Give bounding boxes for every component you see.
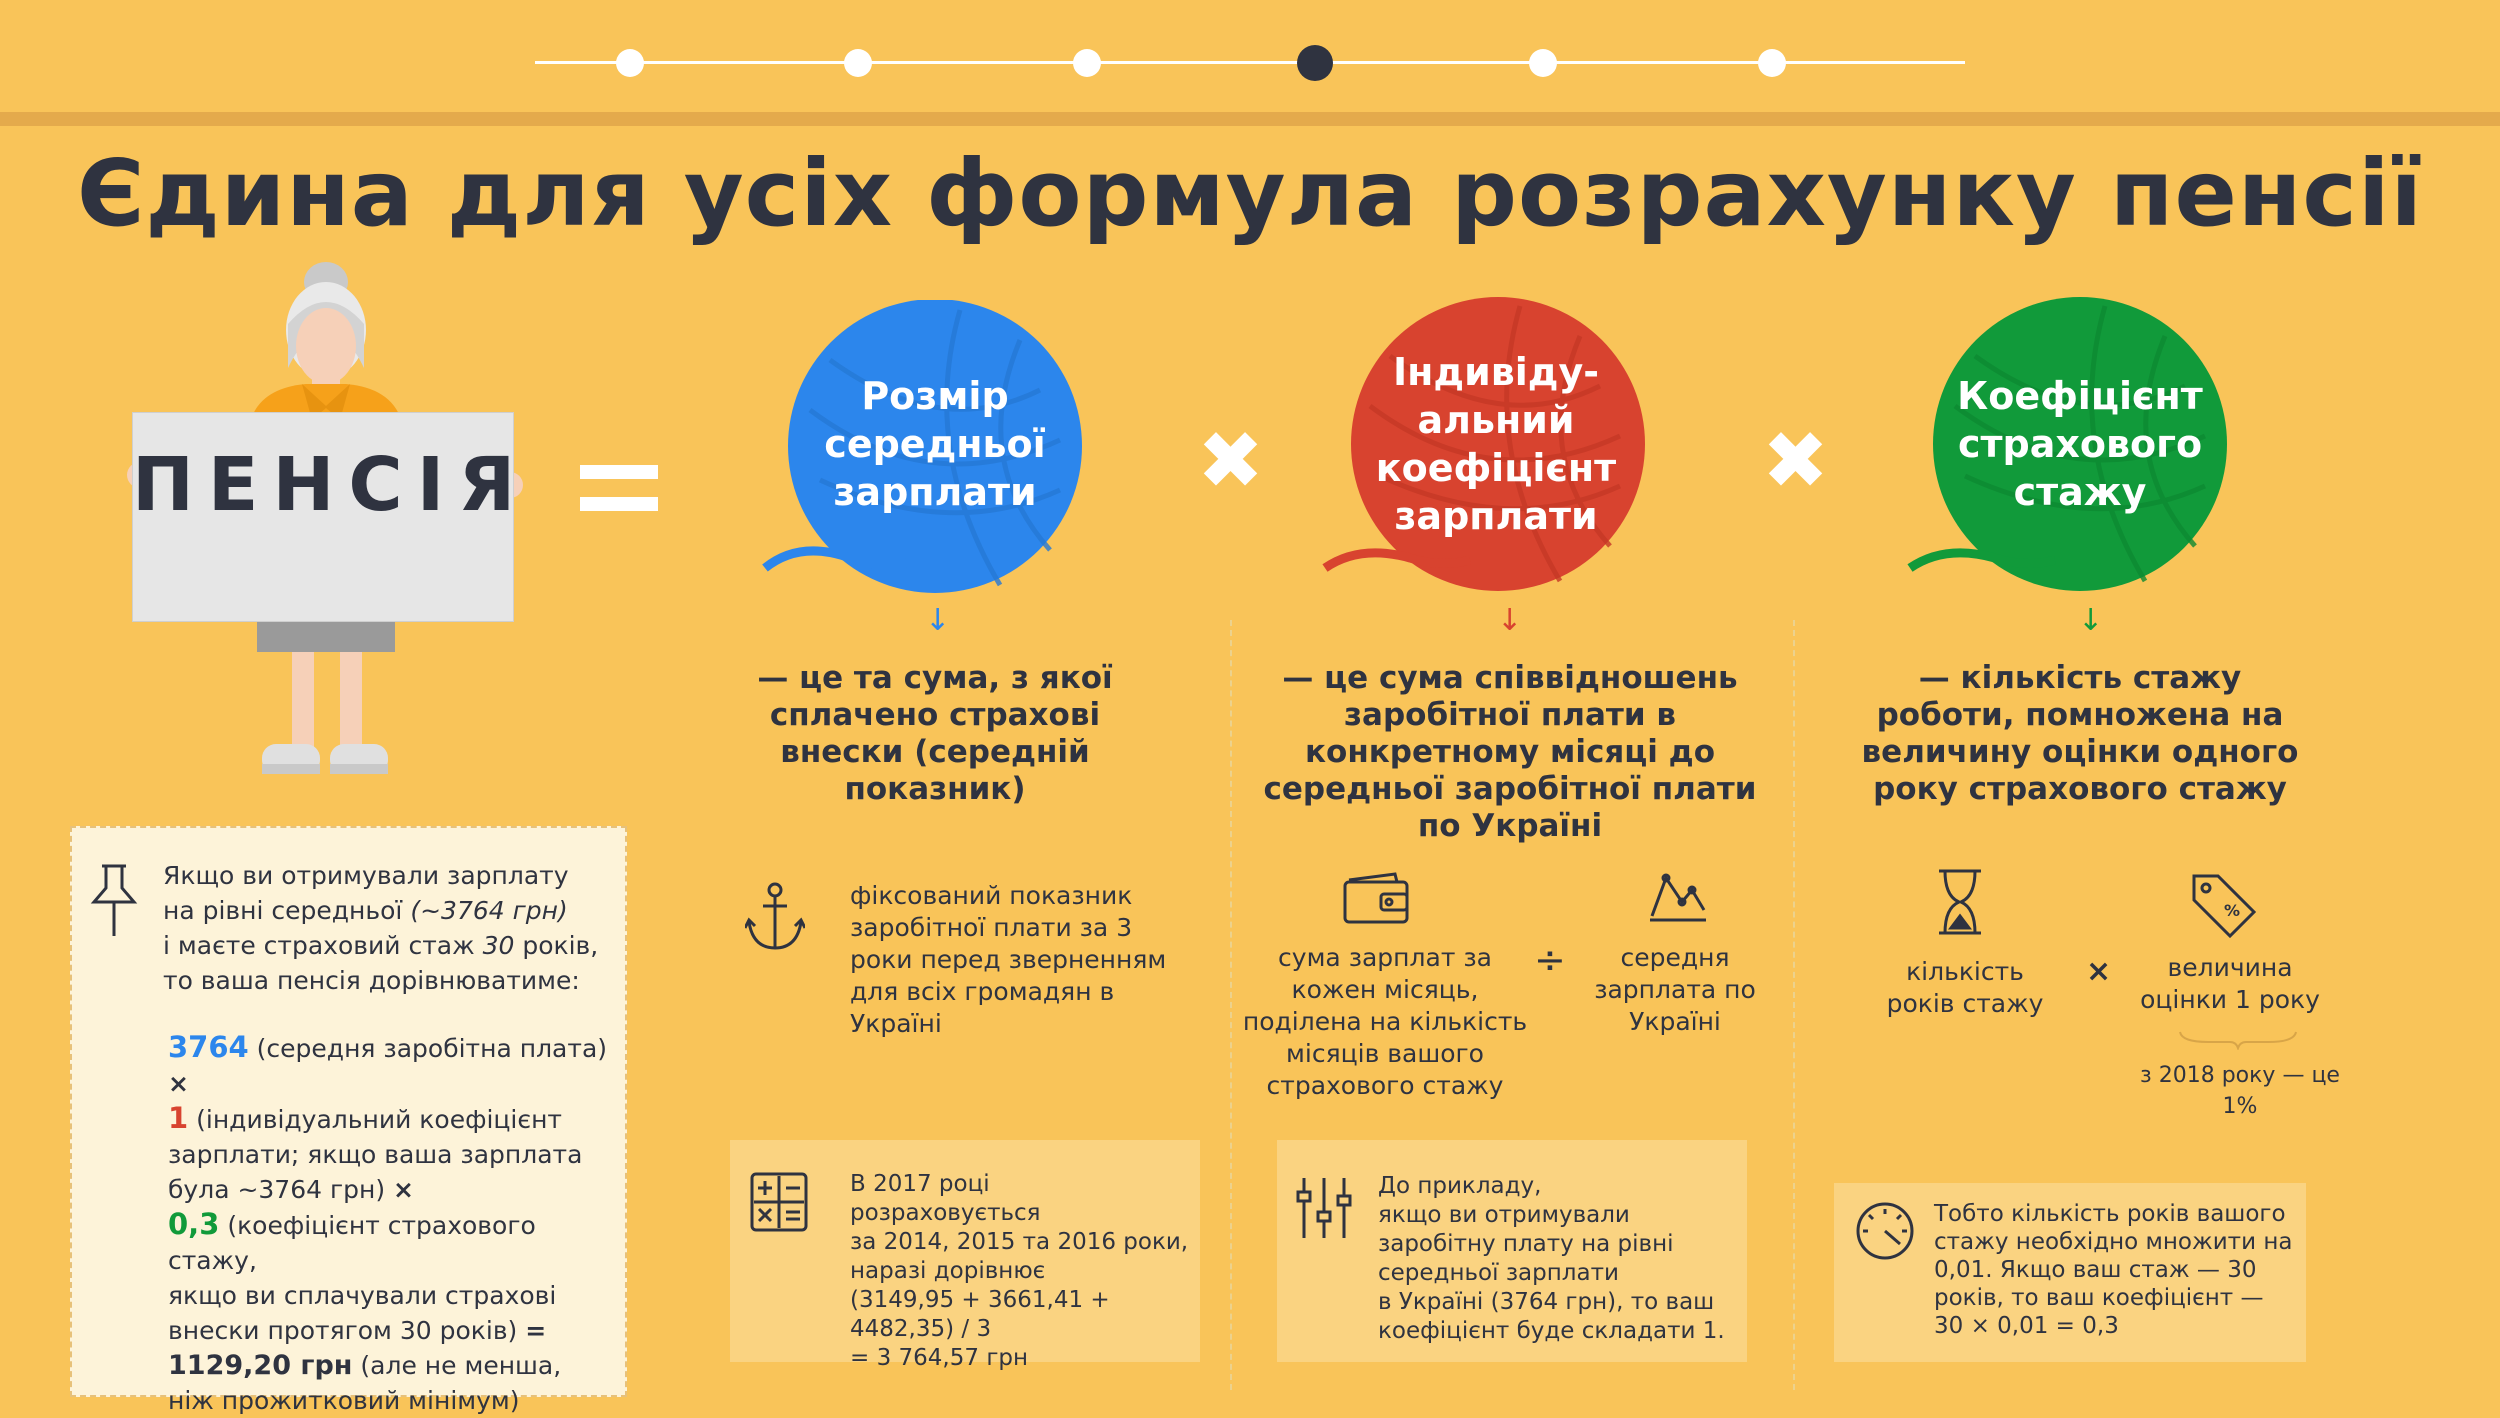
- col1-info-line: В 2017 році: [850, 1171, 990, 1197]
- example-value-stage: 0,3: [168, 1207, 220, 1241]
- multiply-small-icon: ×: [2086, 954, 2112, 989]
- example-calc-line: [168, 1172, 608, 1207]
- factor-3-label: Коефіцієнт страхового стажу: [1957, 374, 2203, 514]
- progress-step-6[interactable]: [1758, 49, 1786, 77]
- example-value-salary: 3764: [168, 1030, 249, 1064]
- example-calc-line: [168, 1348, 608, 1383]
- equals-icon: [580, 465, 658, 529]
- example-calc-text: (середня заробітна плата): [256, 1034, 608, 1063]
- progress-step-3[interactable]: [1073, 49, 1101, 77]
- progress-step-1[interactable]: [616, 49, 644, 77]
- example-intro-line: Якщо ви отримували зарплату: [163, 861, 569, 890]
- example-calc-text: (але не менша,: [360, 1351, 562, 1380]
- example-intro-line: то ваша пенсія дорівнюватиме:: [163, 966, 580, 995]
- multiply-small-icon: ×: [393, 1175, 414, 1204]
- example-calc-text: (коефіцієнт страхового стажу,: [168, 1211, 536, 1275]
- progress-line: [535, 61, 1965, 64]
- example-calc-line: [168, 1101, 608, 1137]
- anchor-icon: [745, 882, 805, 954]
- chart-trend-icon: [1648, 866, 1708, 922]
- col1-info-line: за 2014, 2015 та 2016 роки,: [850, 1229, 1189, 1255]
- progress-step-2[interactable]: [844, 49, 872, 77]
- gauge-icon: [1854, 1200, 1916, 1262]
- example-intro: [163, 858, 613, 998]
- col2-numerator: сума зарплат за кожен місяць, поділена на кількість місяців вашого страхового стажу: [1242, 943, 1528, 1100]
- example-calc-line: [168, 1313, 608, 1348]
- progress-step-5[interactable]: [1529, 49, 1557, 77]
- col2-info-line: До прикладу,: [1378, 1173, 1542, 1199]
- factor-1-label: Розмір середньої зарплати: [824, 374, 1046, 514]
- brace-icon: [2178, 1030, 2298, 1050]
- example-intro-text: і маєте страховий стаж: [163, 931, 475, 960]
- col3-info-line: 30 × 0,01 = 0,3: [1934, 1313, 2119, 1339]
- col2-info-line: коефіцієнт буде складати 1.: [1378, 1318, 1725, 1344]
- price-tag-icon: [2190, 872, 2258, 938]
- example-average-salary: (~3764 грн): [410, 896, 568, 925]
- multiply-icon: ✖: [1762, 414, 1830, 507]
- col1-info-line: наразі дорівнює: [850, 1258, 1046, 1284]
- col1-info-text: [850, 1170, 1190, 1373]
- example-calc-line: [168, 1030, 608, 1101]
- col1-info-line: розраховується: [850, 1200, 1041, 1226]
- header-divider: [0, 112, 2500, 126]
- col2-info-line: середньої зарплати: [1378, 1260, 1619, 1286]
- col3-info-text: [1934, 1200, 2294, 1340]
- col3-value-label: величина оцінки 1 року: [2140, 953, 2320, 1014]
- divide-icon: ÷: [1534, 938, 1566, 982]
- col2-info-text: [1378, 1172, 1738, 1346]
- col3-info-line: років, то ваш коефіцієнт —: [1934, 1285, 2264, 1311]
- progress-step-4-current[interactable]: [1297, 45, 1333, 81]
- factor-1-description: — це та сума, з якої сплачено страхові внески (середній показник): [757, 660, 1113, 807]
- svg-text:%: %: [2224, 901, 2241, 920]
- col3-info-line: 0,01. Якщо ваш стаж — 30: [1934, 1257, 2257, 1283]
- example-calc-line: зарплати; якщо ваша зарплата: [168, 1140, 583, 1169]
- example-calc-text: (індивідуальний коефіцієнт: [196, 1105, 562, 1134]
- example-calc-line: ніж прожитковий мінімум): [168, 1386, 520, 1415]
- col2-info-line: заробітну плату на рівні: [1378, 1231, 1674, 1257]
- page-title: Єдина для усіх формула розрахунку пенсії: [76, 140, 2424, 247]
- example-value-coefficient: 1: [168, 1101, 189, 1135]
- example-calc-text: була ~3764 грн): [168, 1175, 386, 1204]
- example-calculation: [168, 1030, 608, 1418]
- column-divider: [1230, 620, 1232, 1390]
- example-result: 1129,20 грн: [168, 1350, 353, 1381]
- col1-info-line: (3149,95 + 3661,41 + 4482,35) / 3: [850, 1287, 1110, 1342]
- col2-denominator: середня зарплата по Україні: [1594, 943, 1756, 1036]
- example-calc-line: якщо ви сплачували страхові: [168, 1281, 557, 1310]
- equals-small-icon: =: [525, 1316, 547, 1345]
- arrow-down-icon: ↓: [925, 603, 951, 638]
- multiply-small-icon: ×: [168, 1069, 189, 1098]
- multiply-icon: ✖: [1197, 414, 1265, 507]
- arrow-down-icon: ↓: [2078, 603, 2104, 638]
- col3-info-line: Тобто кількість років вашого: [1934, 1201, 2286, 1227]
- example-intro-line: [163, 928, 613, 963]
- col1-note: фіксований показник заробітної плати за 3 роки перед зверненням для всіх громадян в Україні: [850, 881, 1167, 1038]
- factor-2-description: — це сума співвідношень заробітної плати в конкретному місяці до середньої заробітної плати по Україні: [1263, 660, 1757, 844]
- col2-info-line: в Україні (3764 грн), то ваш: [1378, 1289, 1715, 1315]
- col3-info-line: стажу необхідно множити на: [1934, 1229, 2293, 1255]
- col3-years-label: кількість років стажу: [1886, 957, 2044, 1018]
- col1-info-line: = 3 764,57 грн: [850, 1345, 1029, 1371]
- wallet-icon: [1343, 870, 1411, 924]
- arrow-down-icon: ↓: [1497, 603, 1523, 638]
- col3-note: з 2018 року — це 1%: [2140, 1063, 2340, 1119]
- factor-2-label: Індивіду-альний коефіцієнт зарплати: [1375, 350, 1617, 538]
- example-intro-text: років,: [522, 931, 599, 960]
- column-divider: [1793, 620, 1795, 1390]
- pushpin-icon: [88, 862, 140, 940]
- example-intro-text: на рівні середньої: [163, 896, 403, 925]
- factor-3-description: — кількість стажу роботи, помножена на величину оцінки одного року страхового стажу: [1861, 660, 2299, 807]
- example-intro-line: [163, 893, 613, 928]
- example-years: 30: [482, 931, 515, 960]
- sliders-icon: [1296, 1176, 1352, 1240]
- calculator-icon: [750, 1172, 808, 1232]
- example-calc-line: [168, 1207, 608, 1278]
- hourglass-icon: [1937, 868, 1983, 936]
- example-calc-text: внески протягом 30 років): [168, 1316, 518, 1345]
- pension-sign-text: ПЕНСІЯ: [132, 442, 530, 528]
- col2-info-line: якщо ви отримували: [1378, 1202, 1630, 1228]
